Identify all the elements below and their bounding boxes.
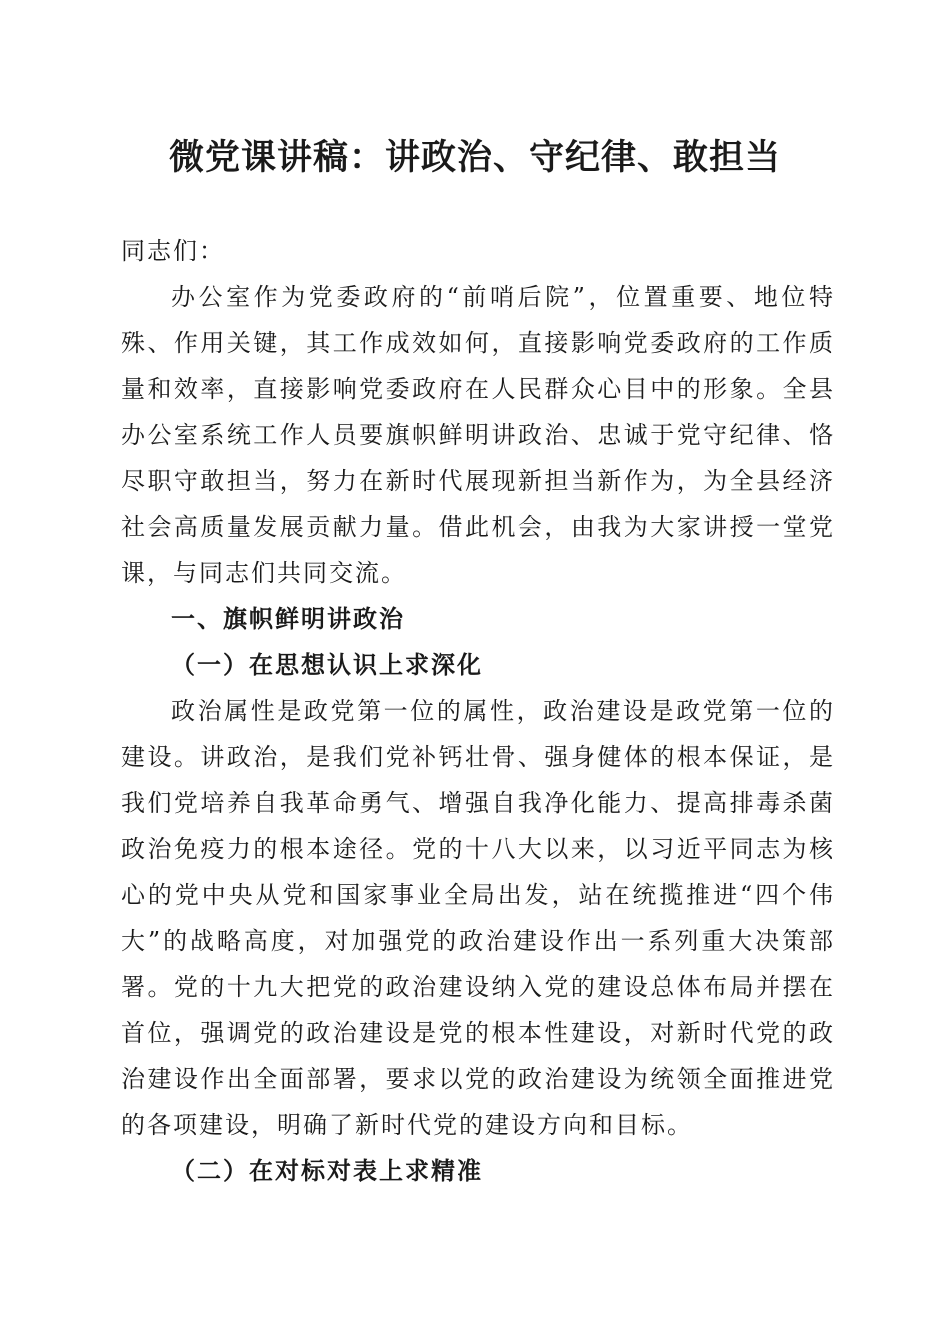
subsection-heading-2: （二）在对标对表上求精准 [171, 1156, 483, 1185]
subsection-1-paragraph: 政治属性是政党第一位的属性，政治建设是政党第一位的建设。讲政治，是我们党补钙壮骨、强身健体的根本保证，是我们党培养自我革命勇气、增强自我净化能力、提高排毒杀菌政治免疫力的根本途径。党的十八大以来，以习近平同志为核心的党中央从党和国家事业全局出发，站在统揽推进“四个伟大”的战略高度，对加强党的政治建设作出一系列重大决策部署。党的十九大把党的政治建设纳入党的建设总体布局并摆在首位，强调党的政治建设是党的根本性建设，对新时代党的政治建设作出全面部署，要求以党的政治建设为统领全面推进党的各项建设，明确了新时代党的建设方向和目标。 [121, 697, 835, 1139]
document-title: 微党课讲稿：讲政治、守纪律、敢担当 [168, 137, 781, 178]
document-body [121, 228, 835, 1194]
intro-paragraph: 办公室作为党委政府的“前哨后院”，位置重要、地位特殊、作用关键，其工作成效如何，直接影响党委政府的工作质量和效率，直接影响党委政府在人民群众心目中的形象。全县办公室系统工作人员要旗帜鲜明讲政治、忠诚于党守纪律、恪尽职守敢担当，努力在新时代展现新担当新作为，为全县经济社会高质量发展贡献力量。借此机会，由我为大家讲授一堂党课，与同志们共同交流。 [121, 283, 835, 587]
section-heading-1: 一、旗帜鲜明讲政治 [171, 605, 405, 633]
greeting: 同志们： [121, 237, 225, 265]
subsection-heading-1: （一）在思想认识上求深化 [171, 650, 483, 679]
